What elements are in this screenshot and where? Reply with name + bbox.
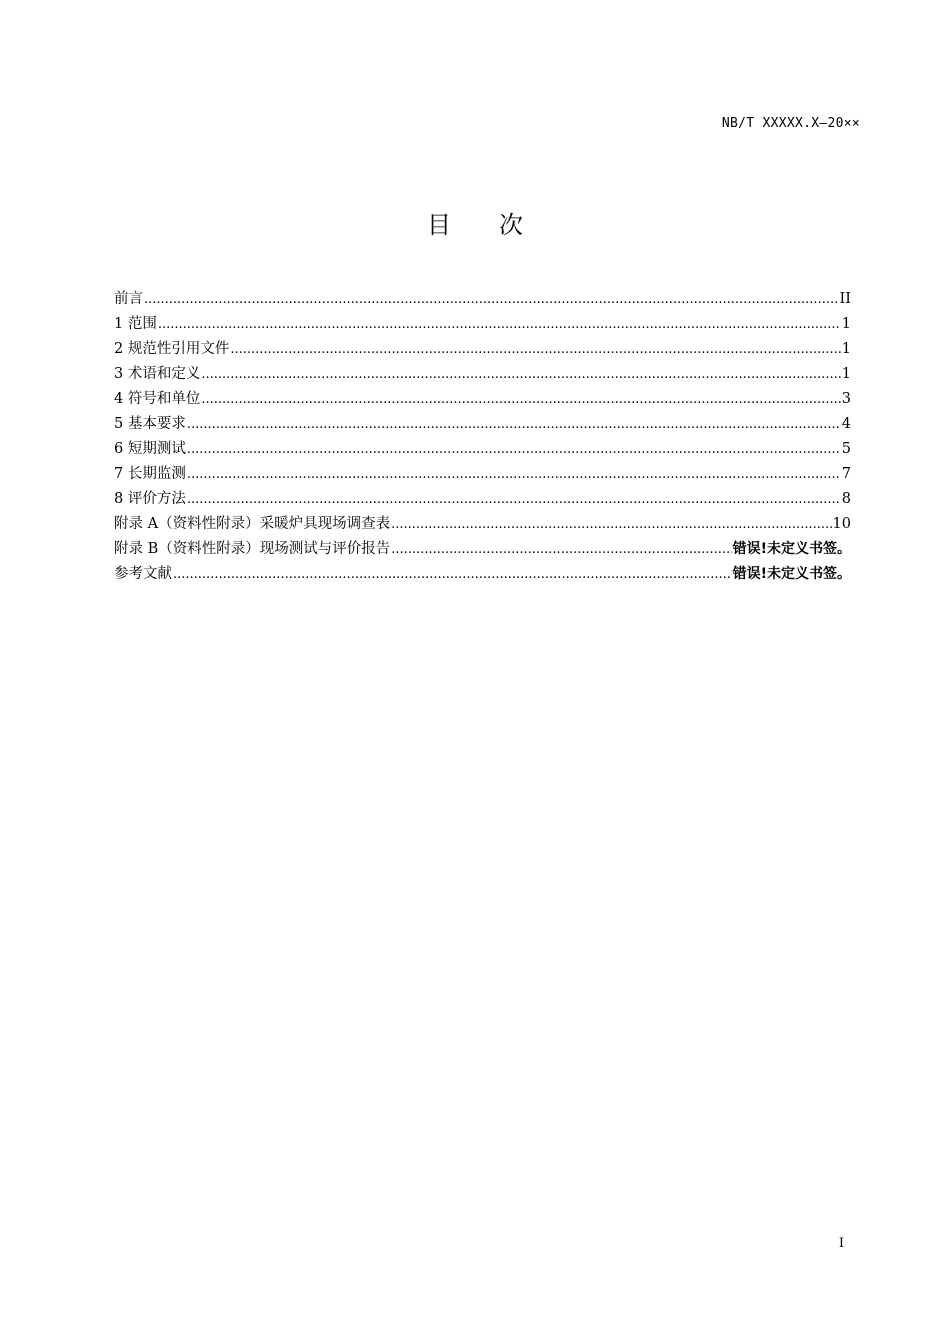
- toc-item-symbols-units[interactable]: [114, 387, 851, 412]
- toc-item-appendix-b[interactable]: [114, 537, 851, 562]
- toc-item-label: 7 长期监测: [114, 466, 186, 482]
- toc-item-label: 8 评价方法: [114, 491, 186, 507]
- toc-item-page-error: 错误!未定义书签。: [732, 566, 851, 582]
- toc-item-label: 附录 B（资料性附录）现场测试与评价报告: [114, 541, 391, 557]
- toc-item-page: 3: [841, 391, 851, 407]
- standard-code: NB/T XXXXX.X—20××: [721, 116, 860, 131]
- dot-leader: [144, 287, 839, 312]
- toc-item-label: 4 符号和单位: [114, 391, 201, 407]
- toc-item-normative-references[interactable]: [114, 337, 851, 362]
- toc-item-short-term-test[interactable]: [114, 437, 851, 462]
- toc-item-label: 参考文献: [114, 566, 172, 582]
- dot-leader: [201, 362, 840, 387]
- toc-item-page: 1: [841, 366, 851, 382]
- toc-item-foreword[interactable]: [114, 287, 851, 312]
- toc-item-basic-requirements[interactable]: [114, 412, 851, 437]
- dot-leader: [187, 412, 841, 437]
- page-number: I: [838, 1236, 844, 1251]
- toc-item-label: 6 短期测试: [114, 441, 186, 457]
- toc-item-page: 5: [841, 441, 851, 457]
- toc-list: [114, 287, 851, 587]
- toc-item-label: 3 术语和定义: [114, 366, 201, 382]
- toc-item-page: 4: [841, 416, 851, 432]
- toc-item-long-term-monitoring[interactable]: [114, 462, 851, 487]
- toc-item-label: 1 范围: [114, 316, 157, 332]
- toc-item-terms-definitions[interactable]: [114, 362, 851, 387]
- toc-item-page: 10: [832, 516, 851, 532]
- toc-item-scope[interactable]: [114, 312, 851, 337]
- toc-item-page: 7: [841, 466, 851, 482]
- toc-item-page: II: [839, 291, 851, 307]
- dot-leader: [230, 337, 840, 362]
- toc-item-appendix-a[interactable]: [114, 512, 851, 537]
- toc-item-page: 8: [841, 491, 851, 507]
- toc-item-evaluation-method[interactable]: [114, 487, 851, 512]
- toc-item-label: 前言: [114, 291, 143, 307]
- dot-leader: [187, 437, 841, 462]
- toc-item-label: 5 基本要求: [114, 416, 186, 432]
- dot-leader: [391, 537, 731, 562]
- toc-title: 目次: [427, 211, 571, 239]
- toc-item-page: 1: [841, 341, 851, 357]
- dot-leader: [391, 512, 831, 537]
- dot-leader: [187, 462, 841, 487]
- dot-leader: [201, 387, 840, 412]
- toc-item-page: 1: [841, 316, 851, 332]
- toc-item-references[interactable]: [114, 562, 851, 587]
- toc-item-label: 附录 A（资料性附录）采暖炉具现场调查表: [114, 516, 391, 532]
- toc-item-label: 2 规范性引用文件: [114, 341, 230, 357]
- dot-leader: [173, 562, 732, 587]
- dot-leader: [158, 312, 841, 337]
- toc-item-page-error: 错误!未定义书签。: [732, 541, 851, 557]
- dot-leader: [187, 487, 841, 512]
